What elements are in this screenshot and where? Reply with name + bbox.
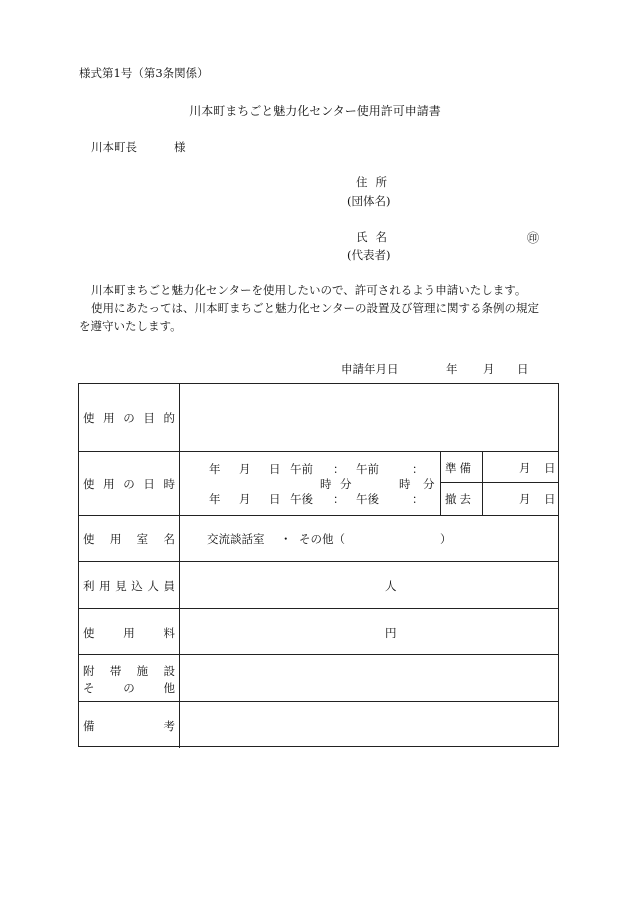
end-colon: ： xyxy=(412,462,424,476)
room-option-lounge[interactable]: 交流談話室 xyxy=(207,532,265,546)
document-title: 川本町まちごと魅力化センター使用許可申請書 xyxy=(189,104,441,118)
prep-label: 準備 xyxy=(445,461,474,475)
removal-day-label: 日 xyxy=(544,492,556,506)
removal-month-label: 月 xyxy=(519,492,531,506)
application-table xyxy=(78,383,559,747)
application-date-day: 日 xyxy=(517,362,529,376)
seal-mark: ㊞ xyxy=(527,231,540,245)
fee-unit: 円 xyxy=(385,626,397,640)
form-number: 様式第1号（第3条関係） xyxy=(79,66,209,80)
end-month-label: 月 xyxy=(239,492,251,506)
purpose-value[interactable] xyxy=(183,392,553,444)
start-colon: ： xyxy=(333,462,345,476)
start-hour-label: 時 xyxy=(320,477,332,491)
start-month-label: 月 xyxy=(239,462,251,476)
facility-label-line-1: 附 帯 施 設 xyxy=(83,664,175,678)
start-pm-label: 午後 xyxy=(290,492,313,506)
address-label: 住所 xyxy=(356,175,395,189)
room-other-close: ） xyxy=(440,532,452,546)
start-pm-colon: ： xyxy=(333,492,345,506)
body-line-1: 川本町まちごと魅力化センターを使用したいので、許可されるよう申請いたします。 xyxy=(91,283,527,297)
purpose-label: 使 用 の 目 的 xyxy=(83,411,175,425)
application-date-year: 年 xyxy=(446,362,458,376)
end-year-label: 年 xyxy=(209,492,221,506)
facility-label-line-2: そ の 他 xyxy=(83,681,175,695)
addressee-honorific: 様 xyxy=(174,140,186,154)
name-label: 氏名 xyxy=(356,230,395,244)
end-am-label: 午前 xyxy=(356,462,379,476)
attendance-unit: 人 xyxy=(385,579,397,593)
fee-label: 使 用 料 xyxy=(83,626,175,640)
room-option-other[interactable]: その他（ xyxy=(299,532,345,546)
room-label: 使 用 室 名 xyxy=(83,532,175,546)
room-separator-dot: ・ xyxy=(280,532,292,546)
application-date-label: 申請年月日 xyxy=(341,362,399,376)
datetime-label: 使 用 の 日 時 xyxy=(83,477,175,491)
start-am-label: 午前 xyxy=(290,462,313,476)
representative-label: (代表者) xyxy=(347,248,391,262)
end-hour-label: 時 xyxy=(399,477,411,491)
addressee-name: 川本町長 xyxy=(91,140,137,154)
attendance-label: 利 用 見 込 人 員 xyxy=(83,579,175,593)
prep-day-label: 日 xyxy=(544,461,556,475)
end-pm-colon: ： xyxy=(412,492,424,506)
start-day-label: 日 xyxy=(269,462,281,476)
end-minute-label: 分 xyxy=(423,477,435,491)
body-line-2: 使用にあたっては、川本町まちごと魅力化センターの設置及び管理に関する条例の規定 xyxy=(91,301,540,315)
removal-label: 撤去 xyxy=(445,492,474,506)
start-year-label: 年 xyxy=(209,462,221,476)
body-line-3: を遵守いたします。 xyxy=(79,319,182,333)
application-date-month: 月 xyxy=(483,362,495,376)
prep-month-label: 月 xyxy=(519,461,531,475)
end-day-label: 日 xyxy=(269,492,281,506)
end-pm-label: 午後 xyxy=(356,492,379,506)
remarks-label: 備 考 xyxy=(83,719,175,733)
start-minute-label: 分 xyxy=(340,477,352,491)
group-name-label: (団体名) xyxy=(347,194,391,208)
